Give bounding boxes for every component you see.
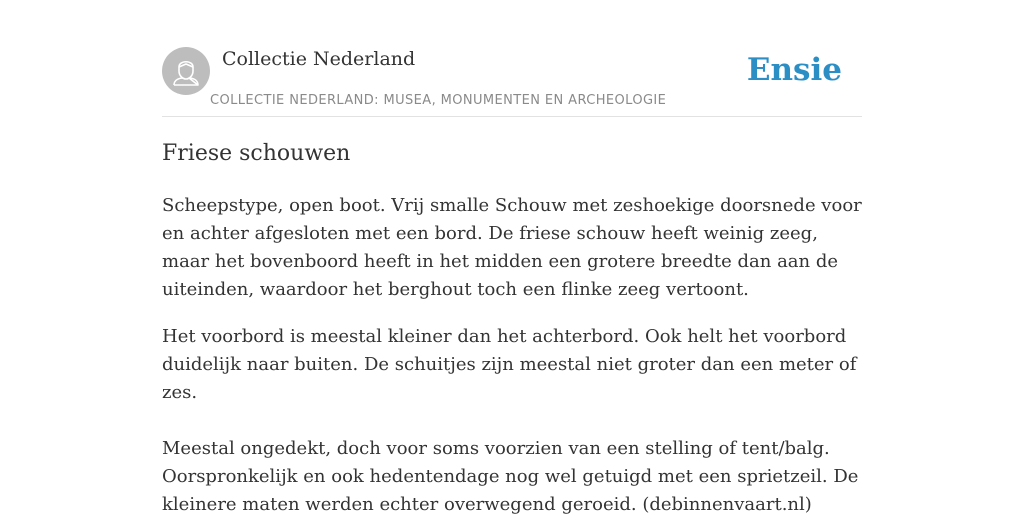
category-label[interactable]: COLLECTIE NEDERLAND: MUSEA, MONUMENTEN EN ARCHEOLOGIE xyxy=(210,93,667,108)
entry-header xyxy=(162,0,862,117)
entry-title: Friese schouwen xyxy=(162,141,351,166)
entry-paragraph: Scheepstype, open boot. Vrij smalle Schouw met zeshoekige doorsnede voor en achter afgesloten met een bord. De friese schouw heeft weinig zeeg, maar het bovenboord heeft in het midden een grotere breedte dan aan de uiteinden, waardoor het berghout toch een flinke zeeg vertoont. xyxy=(162,195,862,300)
author-name[interactable]: Collectie Nederland xyxy=(222,48,416,70)
entry-paragraph: Het voorbord is meestal kleiner dan het achterbord. Ook helt het voorbord duidelijk naar buiten. De schuitjes zijn meestal niet groter dan een meter of zes. Meestal ongedekt, doch voor soms voorzien van een stelling of tent/balg. Oorspronkelijk en ook hedentendage nog wel getuigd met een sprietzeil. De kleinere maten werden echter overwegend geroeid. (debinnenvaart.nl) xyxy=(162,326,859,515)
author-avatar[interactable] xyxy=(162,47,210,95)
ensie-logo[interactable]: Ensie xyxy=(746,52,842,88)
entry-article xyxy=(162,138,862,519)
